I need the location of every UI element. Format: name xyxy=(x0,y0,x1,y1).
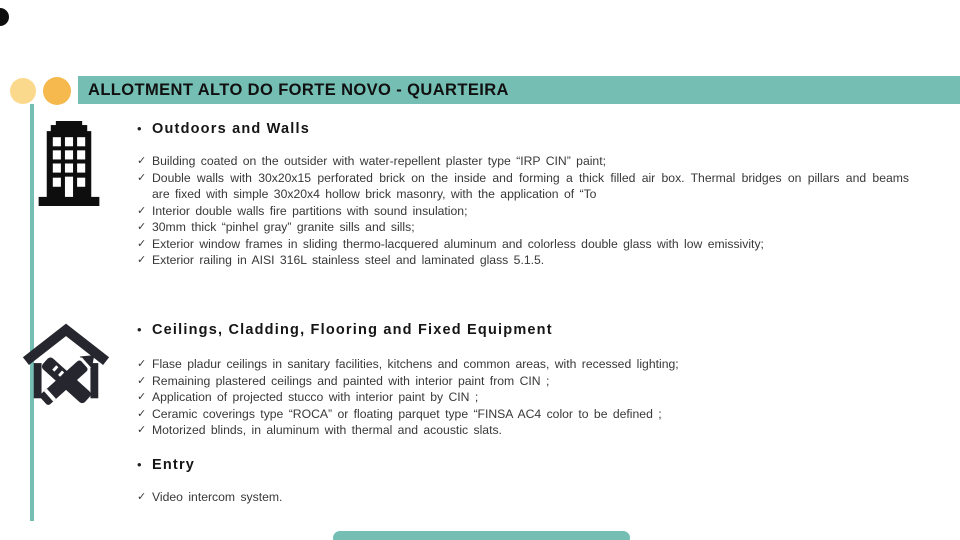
list-item-text: Video intercom system. xyxy=(152,490,283,504)
section-heading xyxy=(137,121,909,141)
page-title: ALLOTMENT ALTO DO FORTE NOVO - QUARTEIRA xyxy=(88,80,509,99)
list-item-text: Double walls with 30x20x15 perforated brick on the inside and forming a thick filled air box. Thermal bridges on pillars and beams are fixed with simple 30x20x4 hollow brick masonry, with the application of “To xyxy=(152,170,909,201)
check-icon: ✓ xyxy=(137,358,147,370)
section-heading-label: Entry xyxy=(152,457,196,473)
orange-circle-decoration xyxy=(43,77,71,105)
list-item xyxy=(137,203,909,220)
checklist xyxy=(137,489,909,506)
list-item xyxy=(137,389,909,406)
title-bar xyxy=(78,76,960,104)
list-item xyxy=(137,489,909,506)
check-icon: ✓ xyxy=(137,155,147,167)
list-item xyxy=(137,373,909,390)
bullet-icon: • xyxy=(137,457,142,472)
list-item xyxy=(137,170,909,203)
building-icon xyxy=(38,121,100,206)
check-icon: ✓ xyxy=(137,407,147,420)
check-icon: ✓ xyxy=(137,221,147,233)
list-item xyxy=(137,252,909,269)
list-item xyxy=(137,406,909,423)
house-design-tools-icon xyxy=(22,320,110,414)
check-icon: ✓ xyxy=(137,391,147,403)
section-entry xyxy=(137,457,909,506)
list-item-text: Exterior railing in AISI 316L stainless steel and laminated glass 5.1.5. xyxy=(152,253,545,267)
check-icon: ✓ xyxy=(137,254,147,266)
check-icon: ✓ xyxy=(137,374,147,387)
list-item-text: Remaining plastered ceilings and painted with interior paint from CIN ; xyxy=(152,373,550,388)
list-item-text: Building coated on the outsider with water-repellent plaster type “IRP CIN” paint; xyxy=(152,154,606,168)
corner-dot-decoration xyxy=(0,8,9,26)
list-item-text: Motorized blinds, in aluminum with thermal and acoustic slats. xyxy=(152,423,502,437)
check-icon: ✓ xyxy=(137,237,147,250)
section-ceilings-cladding-flooring xyxy=(137,322,909,439)
section-heading xyxy=(137,457,909,477)
list-item xyxy=(137,153,909,170)
section-heading xyxy=(137,322,909,342)
list-item xyxy=(137,356,909,373)
list-item-text: 30mm thick “pinhel gray” granite sills and sills; xyxy=(152,220,415,234)
list-item-text: Flase pladur ceilings in sanitary facilities, kitchens and common areas, with recessed lighting; xyxy=(152,357,679,371)
bottom-accent-bar xyxy=(333,531,630,540)
list-item xyxy=(137,219,909,236)
yellow-circle-decoration xyxy=(10,78,36,104)
check-icon: ✓ xyxy=(137,424,147,436)
checklist xyxy=(137,153,909,269)
check-icon: ✓ xyxy=(137,171,147,184)
list-item-text: Application of projected stucco with interior paint by CIN ; xyxy=(152,390,479,404)
section-heading-label: Ceilings, Cladding, Flooring and Fixed Equipment xyxy=(152,322,553,338)
list-item-text: Interior double walls fire partitions with sound insulation; xyxy=(152,203,468,218)
bullet-icon: • xyxy=(137,121,142,136)
list-item-text: Ceramic coverings type “ROCA” or floating parquet type “FINSA AC4 color to be defined ; xyxy=(152,406,662,421)
list-item xyxy=(137,236,909,253)
section-outdoors-and-walls xyxy=(137,121,909,269)
list-item xyxy=(137,422,909,439)
check-icon: ✓ xyxy=(137,204,147,217)
section-heading-label: Outdoors and Walls xyxy=(152,121,311,137)
list-item-text: Exterior window frames in sliding thermo-lacquered aluminum and colorless double glass with low emissivity; xyxy=(152,236,764,251)
bullet-icon: • xyxy=(137,322,142,337)
check-icon: ✓ xyxy=(137,491,147,503)
checklist xyxy=(137,356,909,439)
vertical-accent-line xyxy=(30,104,34,521)
